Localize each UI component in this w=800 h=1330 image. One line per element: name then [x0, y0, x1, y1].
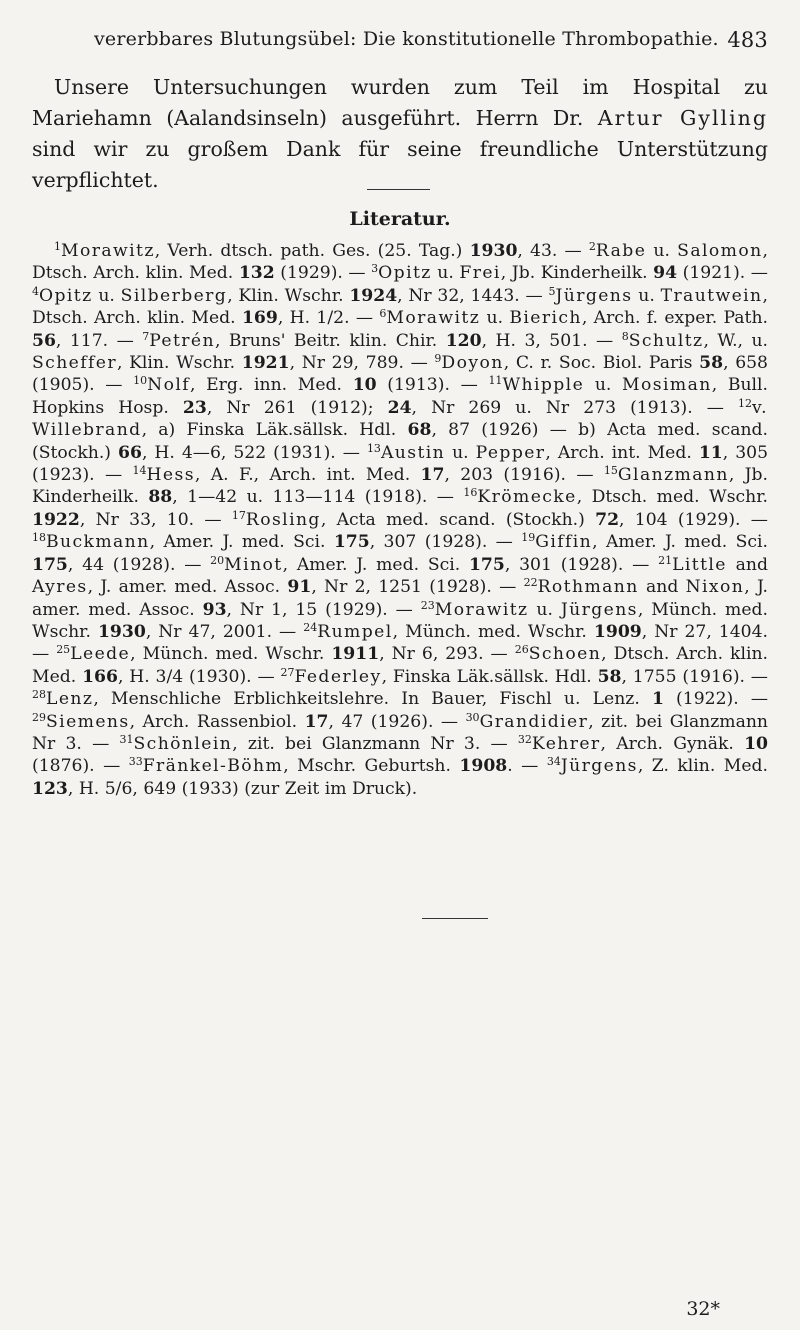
reference-author: Petrén [149, 330, 215, 351]
reference-text: , 104 (1929). — [619, 509, 768, 530]
reference-text: , 43. — [517, 241, 589, 261]
intro-paragraph [32, 72, 768, 196]
reference-volume: 91 [287, 577, 312, 598]
reference-volume: 56 [32, 330, 56, 351]
reference-author: Lenz [46, 689, 94, 710]
reference-author: Minot [224, 554, 283, 575]
intro-text-b: sind wir zu großem Dank für seine freundliche Unterstützung verpflichtet. [32, 137, 768, 192]
reference-volume: 23 [182, 397, 207, 418]
reference-author: Salomon [677, 241, 763, 261]
reference-number: 1 [54, 240, 61, 253]
reference-text: , Bruns' Beitr. klin. Chir. [214, 330, 446, 351]
reference-author: Morawitz [386, 308, 481, 329]
reference-author: Opitz [378, 263, 432, 284]
reference-author: Grandidier [479, 711, 589, 732]
reference-author: Scheffer [32, 353, 117, 374]
reference-number: 15 [603, 464, 618, 478]
reference-author: Krömecke [477, 487, 577, 508]
reference-text: , Amer. J. med. Sci. [282, 554, 469, 575]
reference-text: , Nr 29, 789. — [289, 353, 435, 374]
reference-number: 13 [366, 441, 381, 455]
reference-text: , Mschr. Geburtsh. [283, 756, 460, 777]
reference-text: , Münch. med. Wschr. [32, 599, 768, 642]
reference-volume: 10 [744, 733, 768, 754]
reference-text: , 87 (1926) — b) Acta med. scand. (Stockh.) [32, 420, 768, 463]
running-head [94, 28, 768, 52]
reference-text: . — [507, 756, 547, 777]
reference-text: , Arch. f. exper. Path. [581, 308, 768, 329]
reference-author: Opitz [39, 285, 93, 306]
reference-text: , 47 (1926). — [328, 711, 466, 732]
reference-text: , 1—42 u. 113—114 (1918). — [172, 487, 464, 508]
reference-text: , Dtsch. Arch. klin. Med. [32, 241, 769, 284]
page [32, 0, 768, 1330]
reference-text: , Dtsch. Arch. klin. Med. [32, 285, 768, 329]
reference-number: 34 [546, 755, 561, 769]
reference-text: , Arch. Gynäk. [600, 733, 745, 754]
reference-text: , 1755 (1916). — [621, 666, 768, 687]
reference-text: , Acta med. scand. (Stockh.) [320, 509, 596, 530]
reference-volume: 93 [202, 599, 227, 620]
reference-number: 6 [379, 307, 387, 321]
reference-volume: 1921 [241, 353, 290, 374]
reference-author: Morawitz [61, 241, 155, 261]
reference-volume: 24 [387, 397, 412, 418]
reference-number: 19 [521, 531, 536, 545]
reference-text: , Nr 47, 2001. — [145, 621, 304, 642]
reference-text: , Nr 33, 10. — [79, 509, 232, 530]
reference-author: Schönlein [133, 733, 233, 754]
reference-text: , zit. bei Glanzmann Nr 3. — [232, 733, 518, 754]
reference-author: Giffin [535, 532, 593, 553]
reference-number: 17 [231, 508, 246, 522]
reference-number: 27 [280, 665, 295, 679]
reference-text: , Münch. med. Wschr. [130, 644, 332, 665]
reference-number: 33 [128, 755, 143, 769]
reference-number: 2 [588, 240, 596, 253]
reference-number: 11 [488, 374, 503, 388]
reference-number: 21 [658, 553, 673, 567]
reference-text: u. [632, 285, 661, 306]
reference-text: , Klin. Wschr. [227, 285, 350, 306]
reference-number: 8 [621, 329, 629, 343]
reference-text: , Bull. Hopkins Hosp. [32, 375, 769, 418]
reference-volume: 17 [304, 711, 329, 732]
reference-volume: 58 [699, 353, 724, 374]
reference-author: Jürgens [560, 599, 638, 620]
reference-author: Mosiman [622, 375, 712, 396]
reference-text: , a) Finska Läk.sällsk. Hdl. [141, 420, 408, 441]
reference-volume: 175 [333, 532, 370, 553]
reference-text: , Z. klin. Med. [637, 756, 769, 777]
reference-volume: 1909 [593, 621, 642, 642]
reference-volume: 120 [445, 330, 482, 351]
reference-number: 24 [303, 620, 318, 634]
section-divider [367, 189, 430, 190]
reference-text: , C. r. Soc. Biol. Paris [503, 353, 700, 374]
reference-text: , Finska Läk.sällsk. Hdl. [381, 666, 598, 687]
reference-text: , 117. — [55, 330, 143, 351]
reference-author: Jürgens [560, 756, 638, 777]
reference-text: , 305 (1923). — [32, 442, 769, 486]
reference-volume: 1930 [97, 621, 146, 642]
literature-heading: Literatur. [349, 208, 451, 230]
reference-author: Silberberg [120, 285, 228, 306]
reference-volume: 166 [82, 666, 118, 687]
reference-volume: 1911 [331, 644, 380, 665]
reference-author: Leede [70, 644, 131, 665]
reference-volume: 11 [698, 442, 723, 463]
reference-volume: 94 [653, 263, 678, 284]
reference-author: Morawitz [434, 599, 529, 620]
reference-number: 18 [32, 531, 46, 545]
reference-text: , Nr 269 u. Nr 273 (1913). — [411, 397, 739, 418]
reference-text: , A. F., Arch. int. Med. [194, 465, 421, 486]
reference-number: 10 [133, 374, 148, 388]
reference-text: , Erg. inn. Med. [190, 375, 353, 396]
reference-text: , H. 5/6, 649 (1933) (zur Zeit im Druck). [67, 778, 418, 799]
reference-text: , Arch. Rassenbiol. [129, 711, 305, 732]
running-title: vererbbares Blutungsübel: Die konstitutionelle Thrombopathie. [94, 28, 719, 50]
reference-author: Austin [380, 442, 446, 463]
reference-volume: 66 [118, 442, 142, 463]
reference-text: , Verh. dtsch. path. Ges. (25. Tag.) [154, 241, 470, 261]
reference-text: , Klin. Wschr. [116, 353, 242, 374]
reference-author: Nolf [147, 375, 190, 396]
reference-volume: 17 [420, 465, 445, 486]
reference-author: Bierich [509, 308, 582, 329]
reference-author: Glanzmann [617, 465, 729, 486]
reference-volume: 1922 [32, 509, 80, 530]
page-number: 483 [727, 28, 768, 52]
sheet-signature: 32* [686, 1298, 720, 1320]
reference-author: Little [672, 554, 727, 575]
reference-author: Trautwein [660, 285, 763, 306]
reference-author: Schoen [528, 644, 602, 665]
reference-author: Federley [294, 666, 382, 687]
reference-number: 5 [548, 284, 556, 298]
reference-text: u. [480, 308, 510, 329]
reference-text: u. [445, 442, 476, 463]
reference-author: Pepper [475, 442, 546, 463]
reference-text: u. [92, 285, 121, 306]
reference-text: , Dtsch. med. Wschr. [576, 487, 769, 508]
reference-author: v. Willebrand [32, 397, 768, 441]
reference-volume: 175 [32, 554, 68, 575]
reference-author: Hess [146, 465, 195, 486]
reference-author: Nixon [685, 577, 745, 598]
intro-person-name: Artur Gylling [597, 106, 768, 130]
reference-text: , H. 3/4 (1930). — [117, 666, 281, 687]
reference-text: and [638, 577, 686, 598]
reference-volume: 1 [651, 689, 664, 710]
reference-number: 20 [210, 553, 225, 567]
reference-text: , Menschliche Erblichkeitslehre. In Bauer, Fischl u. Lenz. [93, 689, 652, 710]
intro-text-a: Unsere Untersuchungen wurden zum Teil im Hospital zu Mariehamn (Aalandsinseln) ausgeführt. Herrn Dr. [32, 75, 768, 130]
reference-text: , Amer. J. med. Sci. [592, 532, 768, 553]
reference-number: 26 [514, 643, 529, 657]
reference-author: Buckmann [46, 532, 150, 553]
reference-number: 7 [142, 329, 150, 343]
reference-text: , J. amer. med. Assoc. [32, 577, 768, 620]
reference-number: 29 [32, 710, 46, 724]
reference-author: Rothmann [537, 577, 639, 598]
reference-volume: 1924 [349, 285, 398, 306]
reference-text: , Nr 1, 15 (1929). — [226, 599, 421, 620]
reference-author: Siemens [46, 711, 130, 732]
reference-text: (1921). — [677, 263, 768, 284]
reference-author: Rosling [245, 509, 321, 530]
reference-number: 9 [434, 352, 442, 366]
reference-text: , 44 (1928). — [67, 554, 211, 575]
reference-text: , H. 4—6, 522 (1931). — [141, 442, 367, 463]
reference-text: , 307 (1928). — [369, 532, 522, 553]
reference-volume: 58 [597, 666, 622, 687]
reference-volume: 123 [32, 778, 68, 799]
reference-text: , 203 (1916). — [444, 465, 604, 486]
reference-author: Fränkel-Böhm [142, 756, 284, 777]
reference-volume: 1930 [469, 241, 518, 261]
reference-number: 32 [517, 732, 532, 746]
reference-text: , Nr 6, 293. — [379, 644, 515, 665]
reference-text: , J. amer. med. Assoc. [87, 577, 288, 598]
reference-text: (1913). — [376, 375, 489, 396]
reference-list [32, 240, 768, 800]
reference-volume: 132 [238, 263, 275, 284]
reference-number: 25 [56, 643, 71, 657]
reference-volume: 10 [352, 375, 377, 396]
reference-text: and [726, 554, 768, 575]
reference-volume: 169 [241, 308, 278, 329]
reference-number: 3 [371, 262, 379, 276]
reference-number: 30 [465, 710, 480, 724]
reference-volume: 72 [595, 509, 620, 530]
reference-volume: 88 [148, 487, 173, 508]
reference-author: Jürgens [555, 285, 633, 306]
reference-volume: 68 [407, 420, 432, 441]
reference-text: , H. 3, 501. — [481, 330, 622, 351]
reference-number: 4 [32, 284, 39, 298]
reference-text: , W., u. [703, 330, 769, 351]
reference-text: , Nr 2, 1251 (1928). — [311, 577, 524, 598]
reference-number: 14 [132, 464, 147, 478]
reference-author: Whipple [502, 375, 585, 396]
reference-text: , Nr 27, 1404. — [32, 621, 768, 665]
reference-text: (1922). — [663, 689, 769, 710]
reference-text: u. [584, 375, 623, 396]
end-divider [422, 918, 488, 919]
reference-text: , Amer. J. med. Sci. [149, 532, 334, 553]
reference-number: 12 [738, 396, 753, 410]
reference-text: , 658 (1905). — [32, 353, 768, 396]
reference-text: , Arch. int. Med. [545, 442, 699, 463]
reference-text: u. [646, 241, 678, 261]
reference-text: u. [528, 599, 561, 620]
reference-number: 23 [420, 598, 435, 612]
reference-author: Rabe [595, 241, 647, 261]
reference-text: , Jb. Kinderheilk. [32, 465, 768, 508]
reference-paragraph [32, 240, 768, 800]
reference-author: Frei [459, 263, 501, 284]
reference-author: Kehrer [531, 733, 601, 754]
reference-text: , Münch. med. Wschr. [392, 621, 594, 642]
reference-number: 22 [523, 576, 538, 590]
reference-text: , Nr 32, 1443. — [397, 285, 549, 306]
reference-author: Doyon [441, 353, 504, 374]
reference-volume: 175 [468, 554, 505, 575]
reference-number: 16 [463, 486, 478, 500]
reference-text: (1876). — [32, 756, 129, 777]
reference-number: 31 [119, 732, 134, 746]
reference-text: , Jb. Kinderheilk. [500, 263, 654, 284]
reference-number: 28 [32, 688, 46, 702]
reference-text: , H. 1/2. — [277, 308, 380, 329]
reference-volume: 1908 [459, 756, 508, 777]
reference-author: Schultz [628, 330, 704, 351]
reference-text: , Dtsch. Arch. klin. Med. [32, 644, 768, 687]
reference-text: , Nr 261 (1912); [206, 397, 388, 418]
reference-author: Rumpel [317, 621, 393, 642]
reference-text: , zit. bei Glanzmann Nr 3. — [32, 711, 768, 754]
reference-author: Ayres [32, 577, 88, 598]
reference-text: (1929). — [274, 263, 372, 284]
reference-text: , 301 (1928). — [504, 554, 659, 575]
reference-text: u. [431, 263, 460, 284]
